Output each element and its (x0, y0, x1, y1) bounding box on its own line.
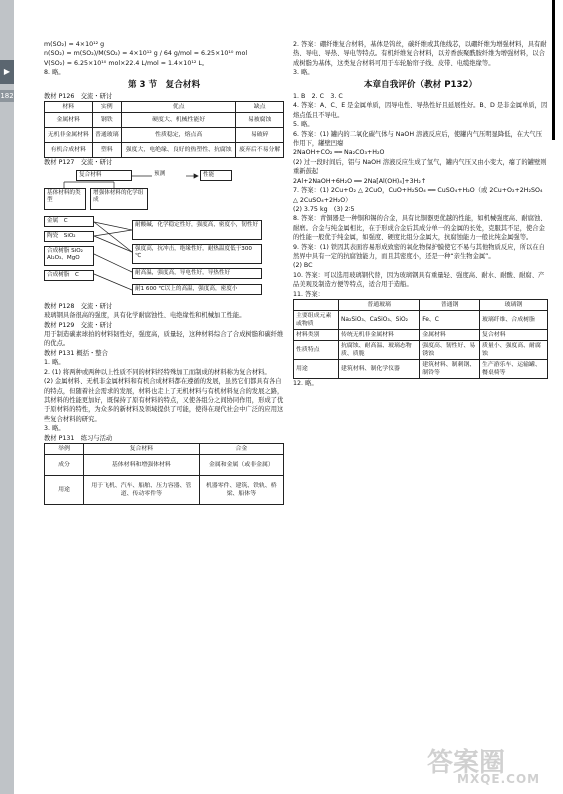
table-cell: 用途 (294, 359, 339, 378)
textbook-ref: 教材 P127 交流・研讨 (44, 159, 113, 167)
table-header-row (294, 299, 548, 310)
table-header: 材料 (45, 102, 93, 113)
textbook-ref: 教材 P128 交流・研讨 (44, 302, 113, 310)
table-cell: 基体材料和增强体材料 (84, 454, 200, 475)
table-row (45, 128, 284, 143)
section-title: 第 3 节 复合材料 (127, 79, 201, 90)
table-row (294, 329, 548, 340)
diagram-resin-sio2: 合成树脂 SiO₂ Al₂O₃、MgO (44, 246, 94, 266)
diagram-performance: 性能 (200, 170, 232, 181)
table-cell: 金属材料 (420, 329, 480, 340)
answer-text: (2) 过一段时间后，铝与 NaOH 溶液反应生成了氢气，罐内气压又由小变大，瘪了的罐壁则重新鼓起 (293, 158, 547, 176)
answer-text: (2) BC (293, 262, 313, 270)
diagram-property: 强度高，抗冲击，绝缘性好，耐热温度低于300 ℃ (132, 244, 262, 264)
table-cell: 易破碎 (236, 128, 284, 143)
calc-line: n(SO₂) = m(SO₂)/M(SO₂) = 4×10¹² g / 64 g/mol = 6.25×10¹⁰ mol (44, 50, 248, 58)
left-column (44, 40, 284, 505)
table-row (294, 340, 548, 359)
answer-text: 11. 答案： (293, 290, 324, 298)
table-header (294, 299, 339, 310)
materials-table (44, 101, 284, 158)
table-row (294, 310, 548, 329)
answer-text: 2. 答案：硼纤维复合材料，基体是钨丝，碳纤维或其他线芯，以硼纤维为增强材料，具有耐热、导电、导热、导电等特点。有机纤维复合材料，以芳香族聚酰胺纤维为增强材料，以合成树脂为基体，这类复合材料可用于车轮胎帘子线、皮带、电缆绝缘等。 (293, 41, 547, 67)
table-cell: 建筑材料、制刺钢、制铃等 (420, 359, 480, 378)
diagram-property: 耐高温，强度高，导电性好，导热性好 (132, 268, 262, 279)
table-cell: 废弃后不易分解 (236, 143, 284, 158)
answer-text: 3. 略。 (293, 69, 314, 77)
watermark-url: MXQE.COM (457, 772, 541, 786)
diagram-predict: 预测 (154, 170, 166, 177)
table-cell: 硬度大、机械性能好 (122, 113, 236, 128)
table-row (45, 454, 284, 475)
table-row (45, 475, 284, 504)
table-cell: 生产游乐车、运输罐、餐桌椅等 (479, 359, 547, 378)
textbook-ref: 教材 P131 概括・整合 (44, 349, 108, 357)
answer-text: (2) 金属材料、无机非金属材料和有机合成材料都在遵循的发展，虽然它们都具有各自的特点，但随着社会需求的发展，材料也走上了无机材料与有机材料复合的发展之路，其材料的性能更加好，既保持了原有材料的特点，又使各组分之间协同作用，形成了优于原材料的特性，为众多的新材料及领域提供了可能，使得在现代社会中广泛的应用这些复合材料的研究。 (44, 378, 284, 423)
diagram-composite: 复合材料 (76, 170, 132, 181)
equation: 2Al+2NaOH+6H₂O ══ 2Na[Al(OH)₄]+3H₂↑ (293, 177, 427, 185)
table-cell: 主要组成元素或物质 (294, 310, 339, 329)
answer-text: 玻璃钢具备很高的强度，具有化学耐腐蚀性、电绝缘性和机械加工性能。 (44, 312, 246, 320)
answer-text: 6. 答案：(1) 罐内的二氧化碳气体与 NaOH 溶液反应后，使罐内气压明显降低，在大气压作用下，罐壁凹瘪 (293, 130, 542, 148)
answer-text: 1. B 2. C 3. C (293, 93, 343, 101)
diagram-metal: 金属 C (44, 216, 94, 227)
calc-line: m(SO₂) = 4×10¹² g (44, 41, 105, 48)
table-header: 合金 (199, 443, 283, 454)
table-header: 举例 (45, 443, 84, 454)
sidebar-arrow-icon: ▶ (0, 60, 14, 84)
table-cell: 用途 (45, 475, 84, 504)
textbook-ref: 教材 P129 交流・研讨 (44, 321, 113, 329)
table-cell: 成分 (45, 454, 84, 475)
table-cell: Na₂SiO₃、CaSiO₃、SiO₂ (339, 310, 420, 329)
diagram-ceramic: 陶瓷 SiO₂ (44, 231, 94, 242)
table-cell: 用于飞机、汽车、船舶、压力容器、管道、传动零件等 (84, 475, 200, 504)
diagram-reinforcement: 增强体材料的化学组成 (90, 188, 148, 210)
textbook-ref: 教材 P126 交流・研讨 (44, 93, 113, 101)
table-header-row (45, 102, 284, 113)
table-cell: 钢铁 (92, 113, 121, 128)
table-cell: 性质稳定，熔点高 (122, 128, 236, 143)
table-row (45, 143, 284, 158)
table-cell: 玻璃纤维、合成树脂 (479, 310, 547, 329)
watermark-logo (427, 742, 557, 790)
answer-text: 2. (1) 将两种或两种以上性质不同的材料经特殊加工而制成的材料称为复合材料。 (44, 368, 271, 376)
answer-text: (2) 3.75 kg (3) 2∶5 (293, 205, 355, 213)
comparison-table (44, 443, 284, 505)
answer-text: 7. 答案：(1) 2Cu+O₂ △ 2CuO，CuO+H₂SO₄ ══ CuSO₄+H₂O（或 2Cu+O₂+2H₂SO₄ △ 2CuSO₄+2H₂O） (293, 187, 543, 204)
table-cell: Fe、C (420, 310, 480, 329)
textbook-ref: 教材 P131 练习与活动 (44, 434, 113, 442)
table-cell: 塑料 (92, 143, 121, 158)
table-cell: 建筑材料、制化学仪器 (339, 359, 420, 378)
table-cell: 无机非金属材料 (45, 128, 93, 143)
table-header-row (45, 443, 284, 454)
right-column (293, 40, 548, 388)
table-cell: 强度高、韧性好、易锈蚀 (420, 340, 480, 359)
table-cell: 性质特点 (294, 340, 339, 359)
table-cell: 机器零件、建筑、铁轨、桥梁、船体等 (199, 475, 283, 504)
table-header: 缺点 (236, 102, 284, 113)
answer-text: 12. 略。 (293, 379, 318, 387)
composite-diagram (44, 170, 284, 300)
equation: 2NaOH+CO₂ ══ Na₂CO₃+H₂O (293, 149, 385, 157)
answer-text: 9. 答案：(1) 铁因其表面容易形成致密的氧化物保护膜使它不易与其他物质反应，所以在自然界中具有一定的抗腐蚀能力，而且其密度小，还是一种“亲生物金属”。 (293, 243, 545, 260)
table-row (294, 359, 548, 378)
table-cell: 材料类别 (294, 329, 339, 340)
calc-line: V(SO₂) = 6.25×10¹⁰ mol×22.4 L/mol = 1.4×10¹² L。 (44, 59, 209, 67)
diagram-base-type: 基体材料的类型 (44, 188, 86, 210)
table-header: 普通钢 (420, 299, 480, 310)
table-cell: 普通玻璃 (92, 128, 121, 143)
table-header: 玻璃钢 (479, 299, 547, 310)
diagram-property: 耐1 600 ℃以上的高温，强度高，密度小 (132, 284, 262, 295)
answer-text: 用于制造碳素球拍的材料韧性好，强度高，质量轻，这种材料综合了合成树脂和碳纤维的优点。 (44, 331, 284, 348)
table-cell: 质量小、强度高、耐腐蚀 (479, 340, 547, 359)
table-cell: 易被腐蚀 (236, 113, 284, 128)
watermark-text: 答案圈 (427, 748, 506, 778)
answer-text: 5. 略。 (293, 121, 314, 129)
diagram-resin-c: 合成树脂 C (44, 270, 94, 281)
answer-text: 3. 略。 (44, 425, 65, 433)
table-header: 优点 (122, 102, 236, 113)
page-sidebar (0, 0, 14, 794)
table-cell: 有机合成材料 (45, 143, 93, 158)
page-number: 182 (0, 92, 14, 100)
page-edge-bar (552, 0, 555, 140)
table-cell: 金属和金属（或非金属） (199, 454, 283, 475)
table-cell: 复合材料 (479, 329, 547, 340)
table-cell: 金属材料 (45, 113, 93, 128)
glass-steel-table (293, 299, 548, 379)
table-cell: 抗腐蚀、耐高温、玻璃态物质、质脆 (339, 340, 420, 359)
table-cell: 强度大，电绝缘、良好的热塑性、抗腐蚀 (122, 143, 236, 158)
table-row (45, 113, 284, 128)
answer-text: 8. 答案：青铜器是一种铜和锡的合金，具有比铜器更优越的性能，如机械强度高、耐腐蚀、耐磨。合金与纯金属相比，在于形成合金后其成分单一的金属的长处，克服其不足，使合金的性能一般优于纯金属，如强度、硬度比组分金属大，抗腐蚀能力一般比纯金属强等。 (293, 215, 547, 242)
calc-line: 8. 略。 (44, 69, 65, 77)
table-cell: 传统无机非金属材料 (339, 329, 420, 340)
answer-text: 4. 答案：A、C、E 是金属单质，因导电性、导热性好且延展性好。B、D 是非金属单质，因熔点低且不导电。 (293, 102, 548, 119)
diagram-property: 耐酸碱，化学稳定性好，强度高，密度小，韧性好 (132, 220, 262, 240)
answer-text: 10. 答案：可以选用玻璃钢代替，因为玻璃钢具有重量轻、强度高、耐水、耐酸、耐腐、产品美观及制造方便等特点，适合用于造船。 (293, 271, 545, 289)
table-header: 实例 (92, 102, 121, 113)
table-header: 普通玻璃 (339, 299, 420, 310)
section-title: 本章自我评价（教材 P132） (363, 79, 478, 90)
table-header: 复合材料 (84, 443, 200, 454)
answer-text: 1. 略。 (44, 359, 65, 367)
